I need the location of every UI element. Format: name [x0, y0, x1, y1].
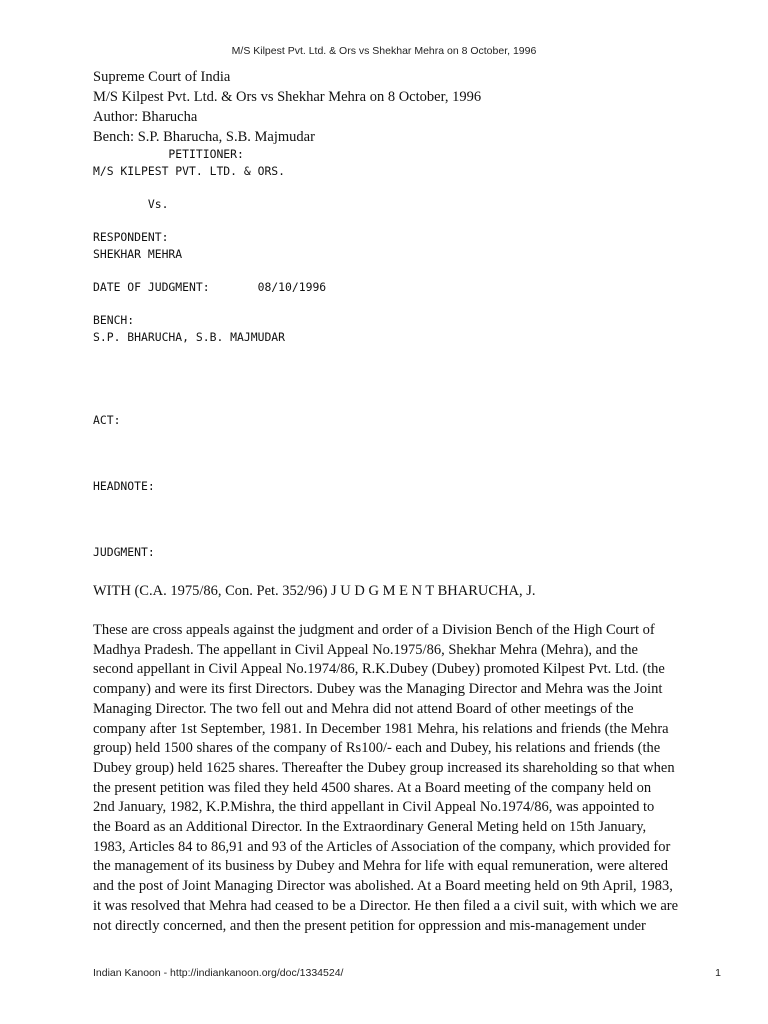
paragraph-line: it was resolved that Mehra had ceased to be a Director. He then filed a a civil suit, with which we are [93, 897, 679, 914]
court-name: Supreme Court of India [93, 69, 231, 85]
paragraph-line: 1983, Articles 84 to 86,91 and 93 of the Articles of Association of the company, which provided for [93, 838, 671, 855]
pre-line [93, 445, 326, 462]
pre-line: RESPONDENT: [93, 229, 169, 244]
pre-line [93, 295, 326, 312]
pre-line [93, 395, 326, 412]
paragraph-line: and the post of Joint Managing Director was abolished. At a Board meeting held on 9th April, 1983, [93, 878, 673, 895]
paragraph-line: second appellant in Civil Appeal No.1974/86, R.K.Dubey (Dubey) promoted Kilpest Pvt. Ltd. (the [93, 661, 665, 678]
author-line: Author: Bharucha [93, 109, 198, 125]
paragraph-line: 2nd January, 1982, K.P.Mishra, the third appellant in Civil Appeal No.1974/86, was appointed to [93, 799, 655, 816]
pre-line [93, 212, 326, 229]
pre-line: BENCH: [93, 312, 135, 327]
paragraph-line: These are cross appeals against the judgment and order of a Division Bench of the High Court of [93, 622, 655, 638]
bench-line: Bench: S.P. Bharucha, S.B. Majmudar [93, 129, 315, 145]
pre-line: M/S KILPEST PVT. LTD. & ORS. [93, 163, 286, 178]
judgment-paragraph [93, 621, 723, 936]
preformatted-block [93, 146, 326, 561]
paragraph-line: the management of its business by Dubey and Mehra for life with equal remuneration, were altered [93, 858, 668, 875]
paragraph-line: not directly concerned, and then the present petition for oppression and mis-management under [93, 917, 646, 934]
pre-line: Vs. [93, 196, 169, 211]
paragraph-line: Dubey group) held 1625 shares. Thereafter the Dubey group increased its shareholding so that when [93, 759, 675, 776]
paragraph-line: company) and were its first Directors. Dubey was the Managing Director and Mehra was the Joint [93, 681, 663, 698]
pre-line [93, 179, 326, 196]
pre-line [93, 262, 326, 279]
pre-line: ACT: [93, 412, 121, 427]
paragraph-line: the present petition was filed they held 4500 shares. At a Board meeting of the company held on [93, 779, 652, 796]
running-header: M/S Kilpest Pvt. Ltd. & Ors vs Shekhar Mehra on 8 October, 1996 [231, 45, 537, 57]
paragraph-line: company after 1st September, 1981. In December 1981 Mehra, his relations and friends (the Mehra [93, 720, 669, 737]
paragraph-line: Madhya Pradesh. The appellant in Civil Appeal No.1975/86, Shekhar Mehra (Mehra), and the [93, 641, 638, 658]
paragraph-line: Managing Director. The two fell out and Mehra did not attend Board of other meetings of the [93, 700, 634, 717]
pre-line: S.P. BHARUCHA, S.B. MAJMUDAR [93, 329, 286, 344]
pre-line [93, 378, 326, 395]
with-line: WITH (C.A. 1975/86, Con. Pet. 352/96) J U D G M E N T BHARUCHA, J. [93, 583, 536, 599]
pre-line: JUDGMENT: [93, 545, 155, 560]
pre-line [93, 362, 326, 379]
pre-line [93, 428, 326, 445]
pre-line: SHEKHAR MEHRA [93, 246, 183, 261]
case-title: M/S Kilpest Pvt. Ltd. & Ors vs Shekhar Mehra on 8 October, 1996 [93, 89, 482, 105]
pre-line [93, 461, 326, 478]
pre-line: DATE OF JUDGMENT: 08/10/1996 [93, 279, 327, 294]
pre-line [93, 494, 326, 511]
page-number: 1 [715, 967, 721, 979]
pre-line: PETITIONER: [93, 147, 244, 161]
paragraph-line: group) held 1500 shares of the company of Rs100/- each and Dubey, his relations and friends (the [93, 740, 661, 757]
pre-line [93, 528, 326, 545]
pre-line [93, 345, 326, 362]
pre-line: HEADNOTE: [93, 478, 155, 493]
pre-line [93, 511, 326, 528]
case-metadata [93, 67, 733, 147]
paragraph-line: the Board as an Additional Director. In the Extraordinary General Meting held on 15th January, [93, 819, 647, 836]
footer-source: Indian Kanoon - http://indiankanoon.org/doc/1334524/ [93, 967, 344, 979]
